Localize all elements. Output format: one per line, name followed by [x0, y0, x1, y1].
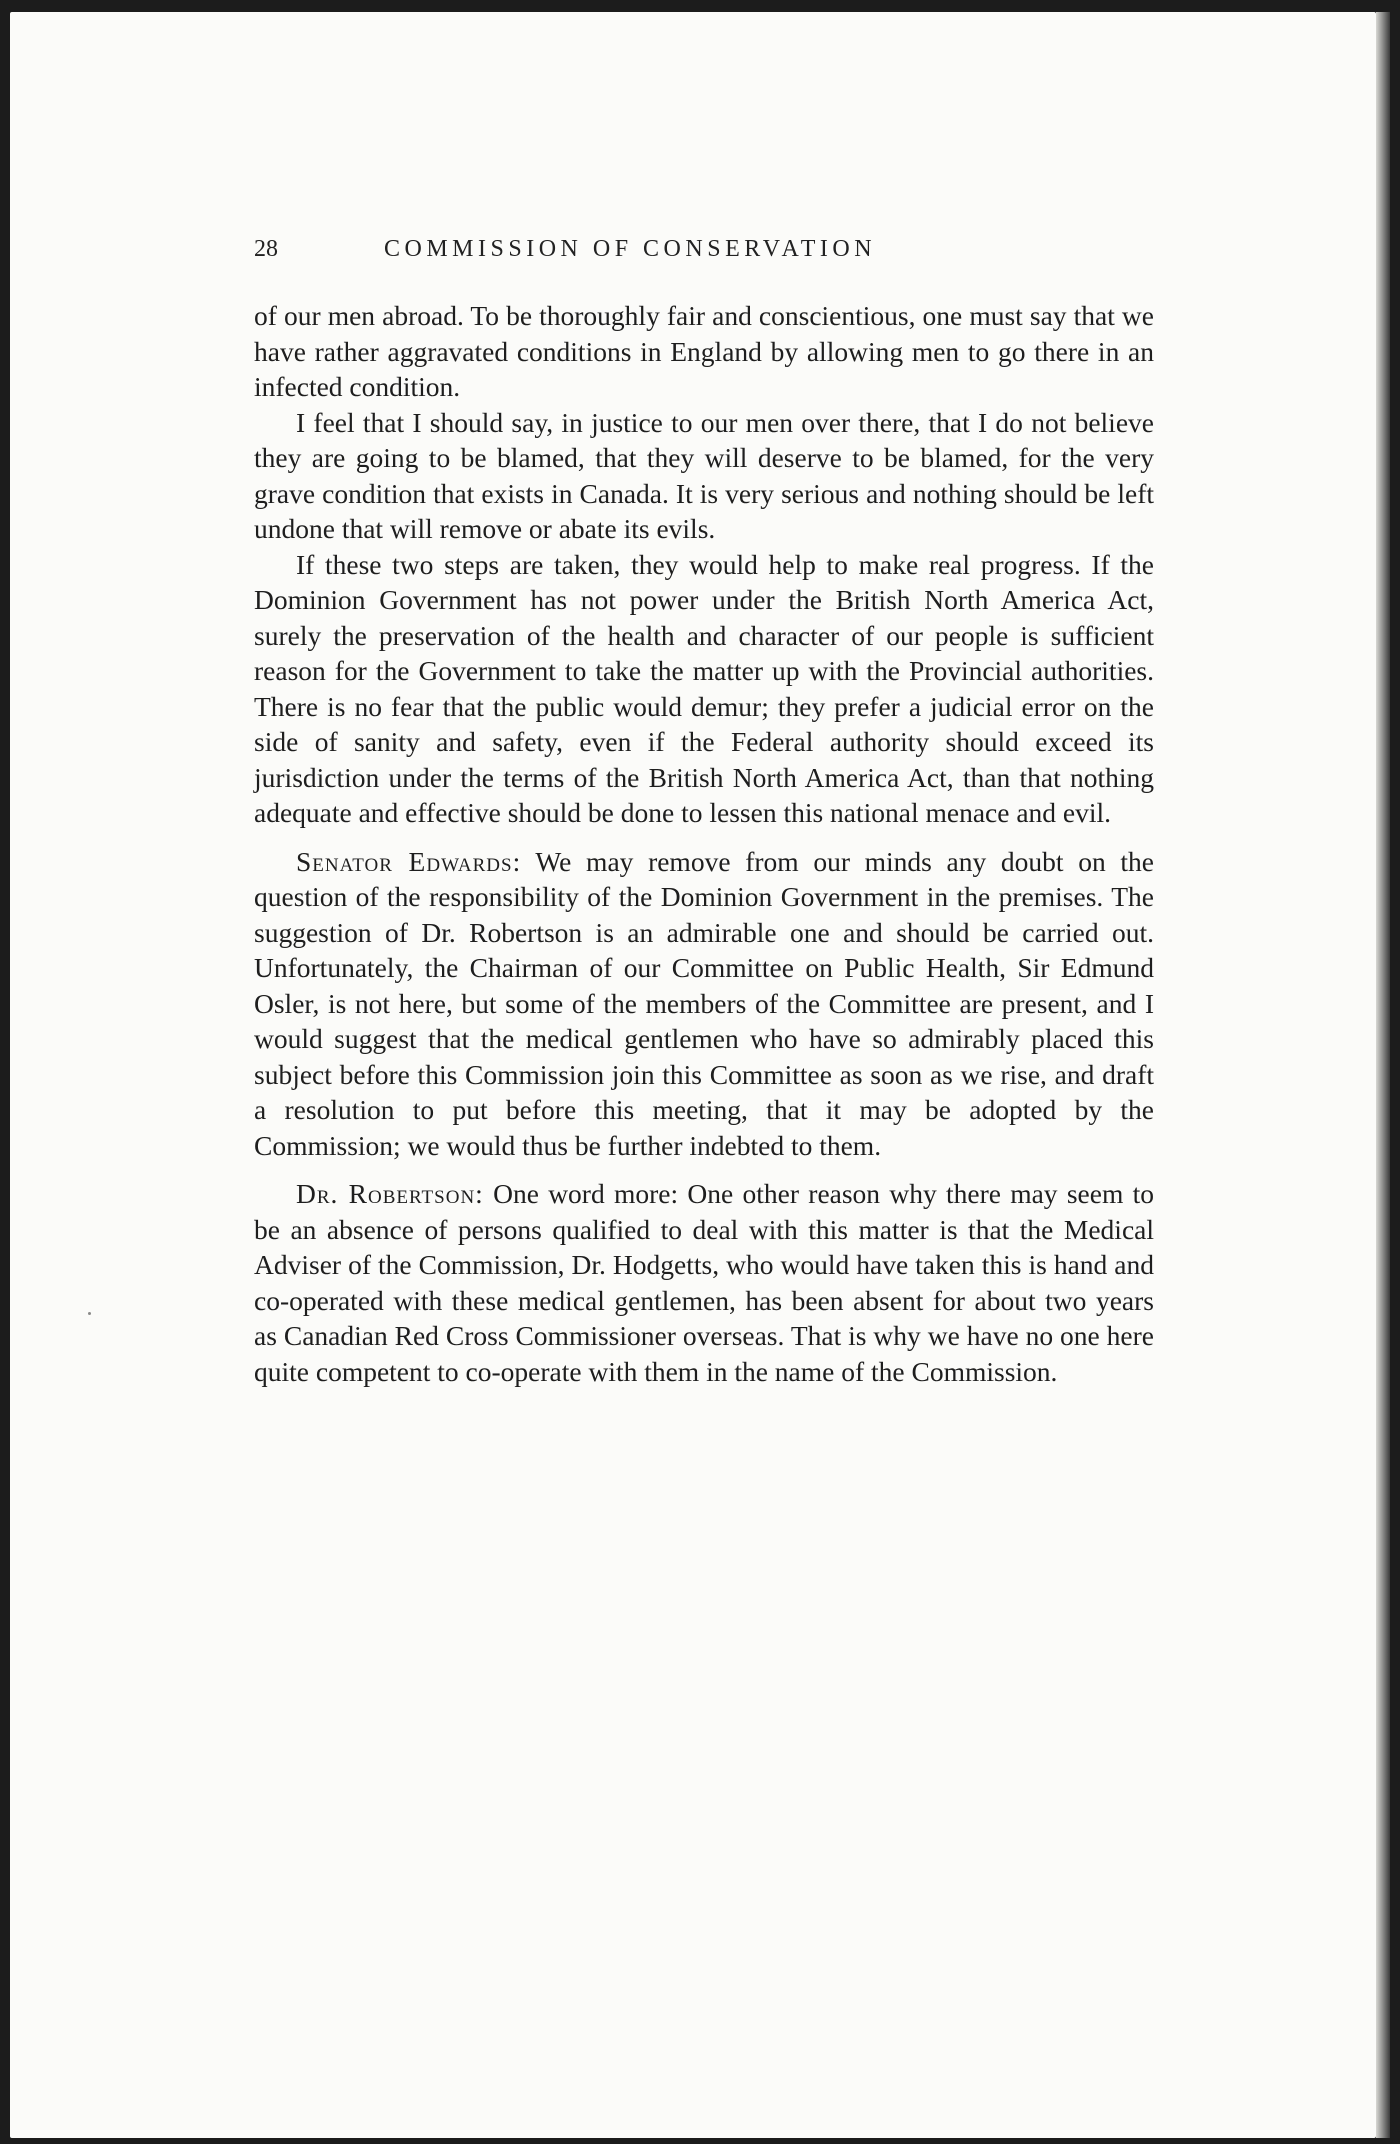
- paragraph-text: If these two steps are taken, they would help to make real progress. If the Dominion Government has not power under the British North America Act, surely the preservation of the health and character of our people is sufficient reason for the Government to take the matter up with the Provincial authorities. There is no fear that the public would demur; they prefer a judicial error on the side of sanity and safety, even if the Federal authority should exceed its jurisdiction under the terms of the British North America Act, than that nothing adequate and effective should be done to lessen this national menace and evil.: [254, 548, 1154, 828]
- running-head-title: COMMISSION OF CONSERVATION: [384, 236, 877, 262]
- scan-speck: [88, 1312, 91, 1315]
- running-head: [254, 236, 1154, 263]
- paragraph-text: One word more: One other reason why there may seem to be an absence of persons qualified to deal with this matter is that the Medical Adviser of the Commission, Dr. Hodgetts, who would have taken this is hand and co-operated with these medical gentlemen, has been absent for about two years as Canadian Red Cross Commissioner overseas. That is why we have no one here quite competent to co-operate with them in the name of the Commission.: [254, 1178, 1154, 1387]
- page-number: 28: [254, 236, 278, 262]
- body-text: [254, 298, 1154, 1389]
- paragraph: [254, 405, 1154, 547]
- paragraph: [254, 547, 1154, 831]
- paragraph-speech-senator-edwards: [254, 844, 1154, 1164]
- paragraph-text: of our men abroad. To be thoroughly fair and conscientious, one must say that we have rather aggravated conditions in England by allowing men to go there in an infected condition.: [254, 300, 1154, 402]
- page-edge: [1376, 12, 1390, 2138]
- speaker-name: Senator Edwards:: [296, 845, 522, 877]
- paragraph-text: I feel that I should say, in justice to our men over there, that I do not believe they are going to be blamed, that they will deserve to be blamed, for the very grave condition that exists in Canada. It is very serious and nothing should be left undone that will remove or abate its evils.: [254, 406, 1154, 544]
- paragraph-continuation: [254, 298, 1154, 405]
- speaker-name: Dr. Robertson:: [296, 1178, 484, 1209]
- paragraph-text: We may remove from our minds any doubt on the question of the responsibility of the Dominion Government in the premises. The suggestion of Dr. Robertson is an admirable one and should be carried out. Unfortunately, the Chairman of our Committee on Public Health, Sir Edmund Osler, is not here, but some of the members of the Committee are present, and I would suggest that the medical gentlemen who have so admirably placed this subject before this Commission join this Committee as soon as we rise, and draft a resolution to put before this meeting, that it may be adopted by the Commission; we would thus be further indebted to them.: [254, 845, 1154, 1161]
- paragraph-speech-dr-robertson: [254, 1176, 1154, 1389]
